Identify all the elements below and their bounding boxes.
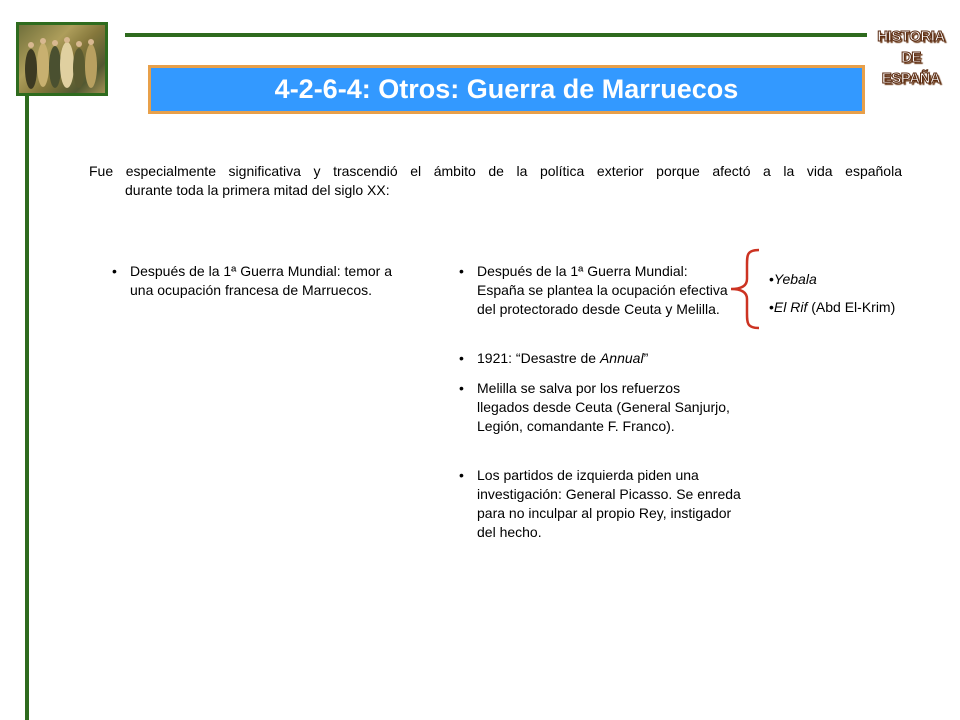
logo-line-3: ESPAÑA: [881, 70, 941, 87]
bullet-dot: •: [112, 263, 117, 279]
annual-prefix: 1921: “Desastre de: [477, 350, 600, 366]
historia-de-espana-logo: [872, 26, 950, 89]
sub-bullet-dot: •: [769, 299, 774, 315]
bullet-text: Melilla se salva por los refuerzos llegados desde Ceuta (General Sanjurjo, Legión, comandante F. Franco).: [477, 380, 730, 434]
intro-paragraph: [89, 162, 902, 200]
bullet-text: Después de la 1ª Guerra Mundial: temor a una ocupación francesa de Marruecos.: [130, 263, 392, 298]
left-bullet-1: [112, 262, 402, 300]
curly-brace-icon: [727, 247, 763, 331]
sub-bullet-dot: •: [769, 271, 774, 287]
painting-thumbnail: [16, 22, 108, 96]
right-bullet-4: [459, 466, 744, 542]
bullet-dot: •: [459, 380, 464, 396]
right-bullet-2: [459, 349, 734, 368]
sub-item-emphasis: Yebala: [773, 271, 817, 287]
bullet-dot: •: [459, 350, 464, 366]
bullet-text: Después de la 1ª Guerra Mundial: España se plantea la ocupación efectiva del protectorado desde Ceuta y Melilla.: [477, 263, 728, 317]
top-horizontal-rule: [125, 33, 867, 37]
bullet-text: Los partidos de izquierda piden una investigación: General Picasso. Se enreda para no inculpar al propio Rey, instigador del hecho.: [477, 467, 741, 540]
sub-item-rest: (Abd El-Krim): [807, 299, 896, 315]
logo-line-2: DE: [901, 49, 921, 66]
slide-title: 4-2-6-4: Otros: Guerra de Marruecos: [148, 65, 865, 114]
bullet-text: [459, 349, 734, 368]
bullet-dot: •: [459, 263, 464, 279]
annual-suffix: ”: [643, 350, 649, 366]
sub-item-emphasis: El Rif: [773, 299, 808, 315]
right-bullet-3: [459, 379, 734, 436]
bullet-dot: •: [459, 467, 464, 483]
annual-emphasis: Annual: [599, 350, 644, 366]
sub-item-yebala: [769, 270, 817, 289]
logo-line-1: HISTORIA: [877, 28, 945, 45]
intro-line-2: durante toda la primera mitad del siglo XX:: [125, 182, 390, 198]
left-vertical-rule: [25, 96, 29, 720]
painting-figures: [19, 25, 105, 93]
right-bullet-1: [459, 262, 734, 319]
intro-line-1: Fue especialmente significativa y trascendió el ámbito de la política exterior porque afectó a la vida española: [89, 163, 902, 179]
sub-item-el-rif: [769, 298, 895, 317]
